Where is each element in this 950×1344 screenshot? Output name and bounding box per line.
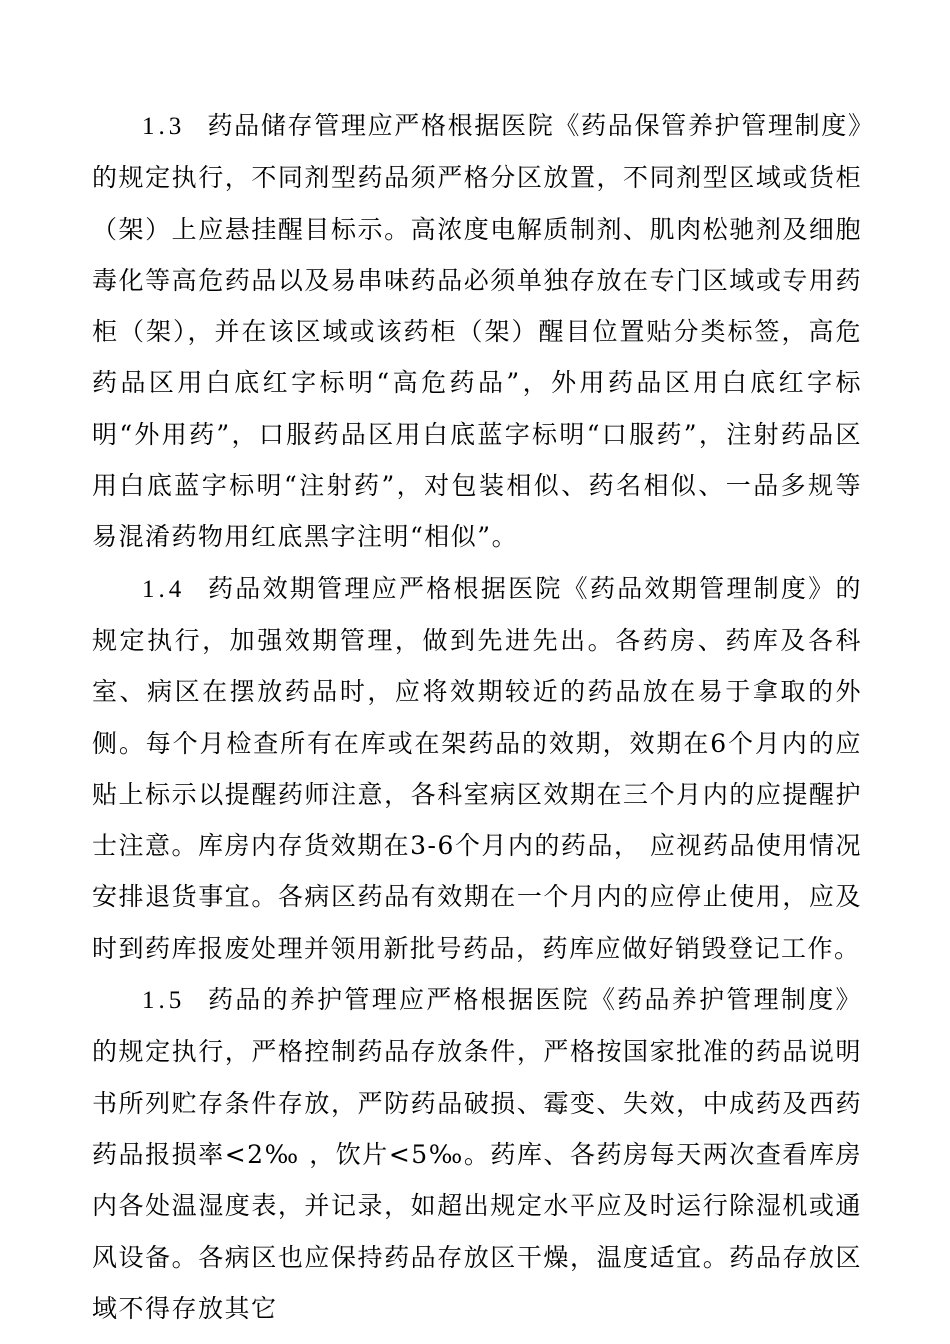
section-text: 药品储存管理应严格根据医院《药品保管养护管理制度》的规定执行，不同剂型药品须严格分区放置，不同剂型区域或货柜（架）上应悬挂醒目标示。高浓度电解质制剂、肌肉松驰剂及细胞毒化等高危药品以及易串味药品必须单独存放在专门区域或专用药柜（架），并在该区域或该药柜（架）醒目位置贴分类标签，高危药品区用白底红字标明“高危药品”，外用药品区用白底红字标明“外用药”，口服药品区用白底蓝字标明“口服药”，注射药品区用白底蓝字标明“注射药”，对包装相似、药名相似、一品多规等易混淆药物用红底黑字注明“相似”。: [92, 111, 862, 552]
section-number: 1.3: [142, 113, 186, 140]
section-1-3: [92, 100, 862, 563]
document-page: [92, 100, 862, 1334]
section-1-4: [92, 563, 862, 974]
section-text: 药品效期管理应严格根据医院《药品效期管理制度》的规定执行，加强效期管理，做到先进先出。各药房、药库及各科室、病区在摆放药品时，应将效期较近的药品放在易于拿取的外侧。每个月检查所有在库或在架药品的效期，效期在6个月内的应贴上标示以提醒药师注意，各科室病区效期在三个月内的应提醒护士注意。库房内存货效期在3-6个月内的药品， 应视药品使用情况安排退货事宜。各病区药品有效期在一个月内的应停止使用，应及时到药库报废处理并领用新批号药品，药库应做好销毁登记工作。: [92, 573, 862, 963]
section-text: 药品的养护管理应严格根据医院《药品养护管理制度》的规定执行，严格控制药品存放条件，严格按国家批准的药品说明书所列贮存条件存放，严防药品破损、霉变、失效，中成药及西药药品报损率<2‰ ，饮片<5‰。药库、各药房每天两次查看库房内各处温湿度表，并记录，如超出规定水平应及时运行除湿机或通风设备。各病区也应保持药品存放区干燥，温度适宜。药品存放区域不得存放其它: [92, 985, 862, 1323]
section-number: 1.5: [142, 987, 186, 1015]
section-1-5: [92, 974, 862, 1334]
section-number: 1.4: [142, 575, 186, 603]
